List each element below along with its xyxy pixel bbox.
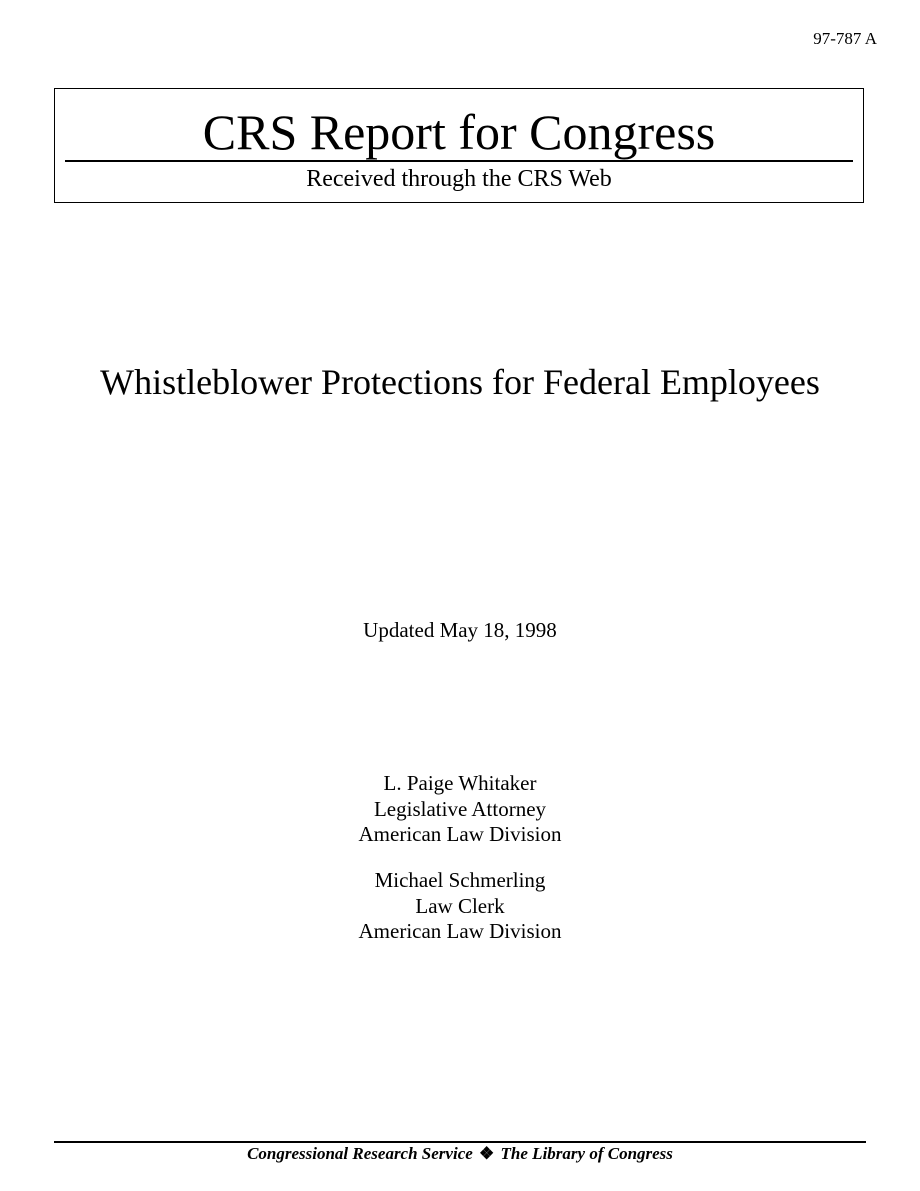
header-divider [65, 160, 853, 162]
author-division: American Law Division [358, 919, 562, 943]
document-title: Whistleblower Protections for Federal Employees [100, 362, 820, 402]
author-name: Michael Schmerling [374, 868, 546, 892]
footer-publisher: Congressional Research Service [247, 1144, 473, 1163]
author-block [0, 771, 920, 848]
header-title: CRS Report for Congress [202, 104, 716, 160]
author-position: Legislative Attorney [373, 796, 547, 821]
report-number: 97-787 A [813, 29, 877, 48]
footer-library: The Library of Congress [500, 1144, 673, 1163]
report-header-box [54, 88, 864, 203]
author-position: Law Clerk [415, 893, 505, 918]
author-block [0, 868, 920, 945]
diamond-separator-icon: ❖ [479, 1144, 495, 1163]
footer [0, 1143, 920, 1165]
author-name: L. Paige Whitaker [383, 771, 537, 795]
header-subtitle: Received through the CRS Web [306, 166, 612, 192]
author-division: American Law Division [358, 822, 562, 846]
updated-date: Updated May 18, 1998 [363, 618, 557, 642]
